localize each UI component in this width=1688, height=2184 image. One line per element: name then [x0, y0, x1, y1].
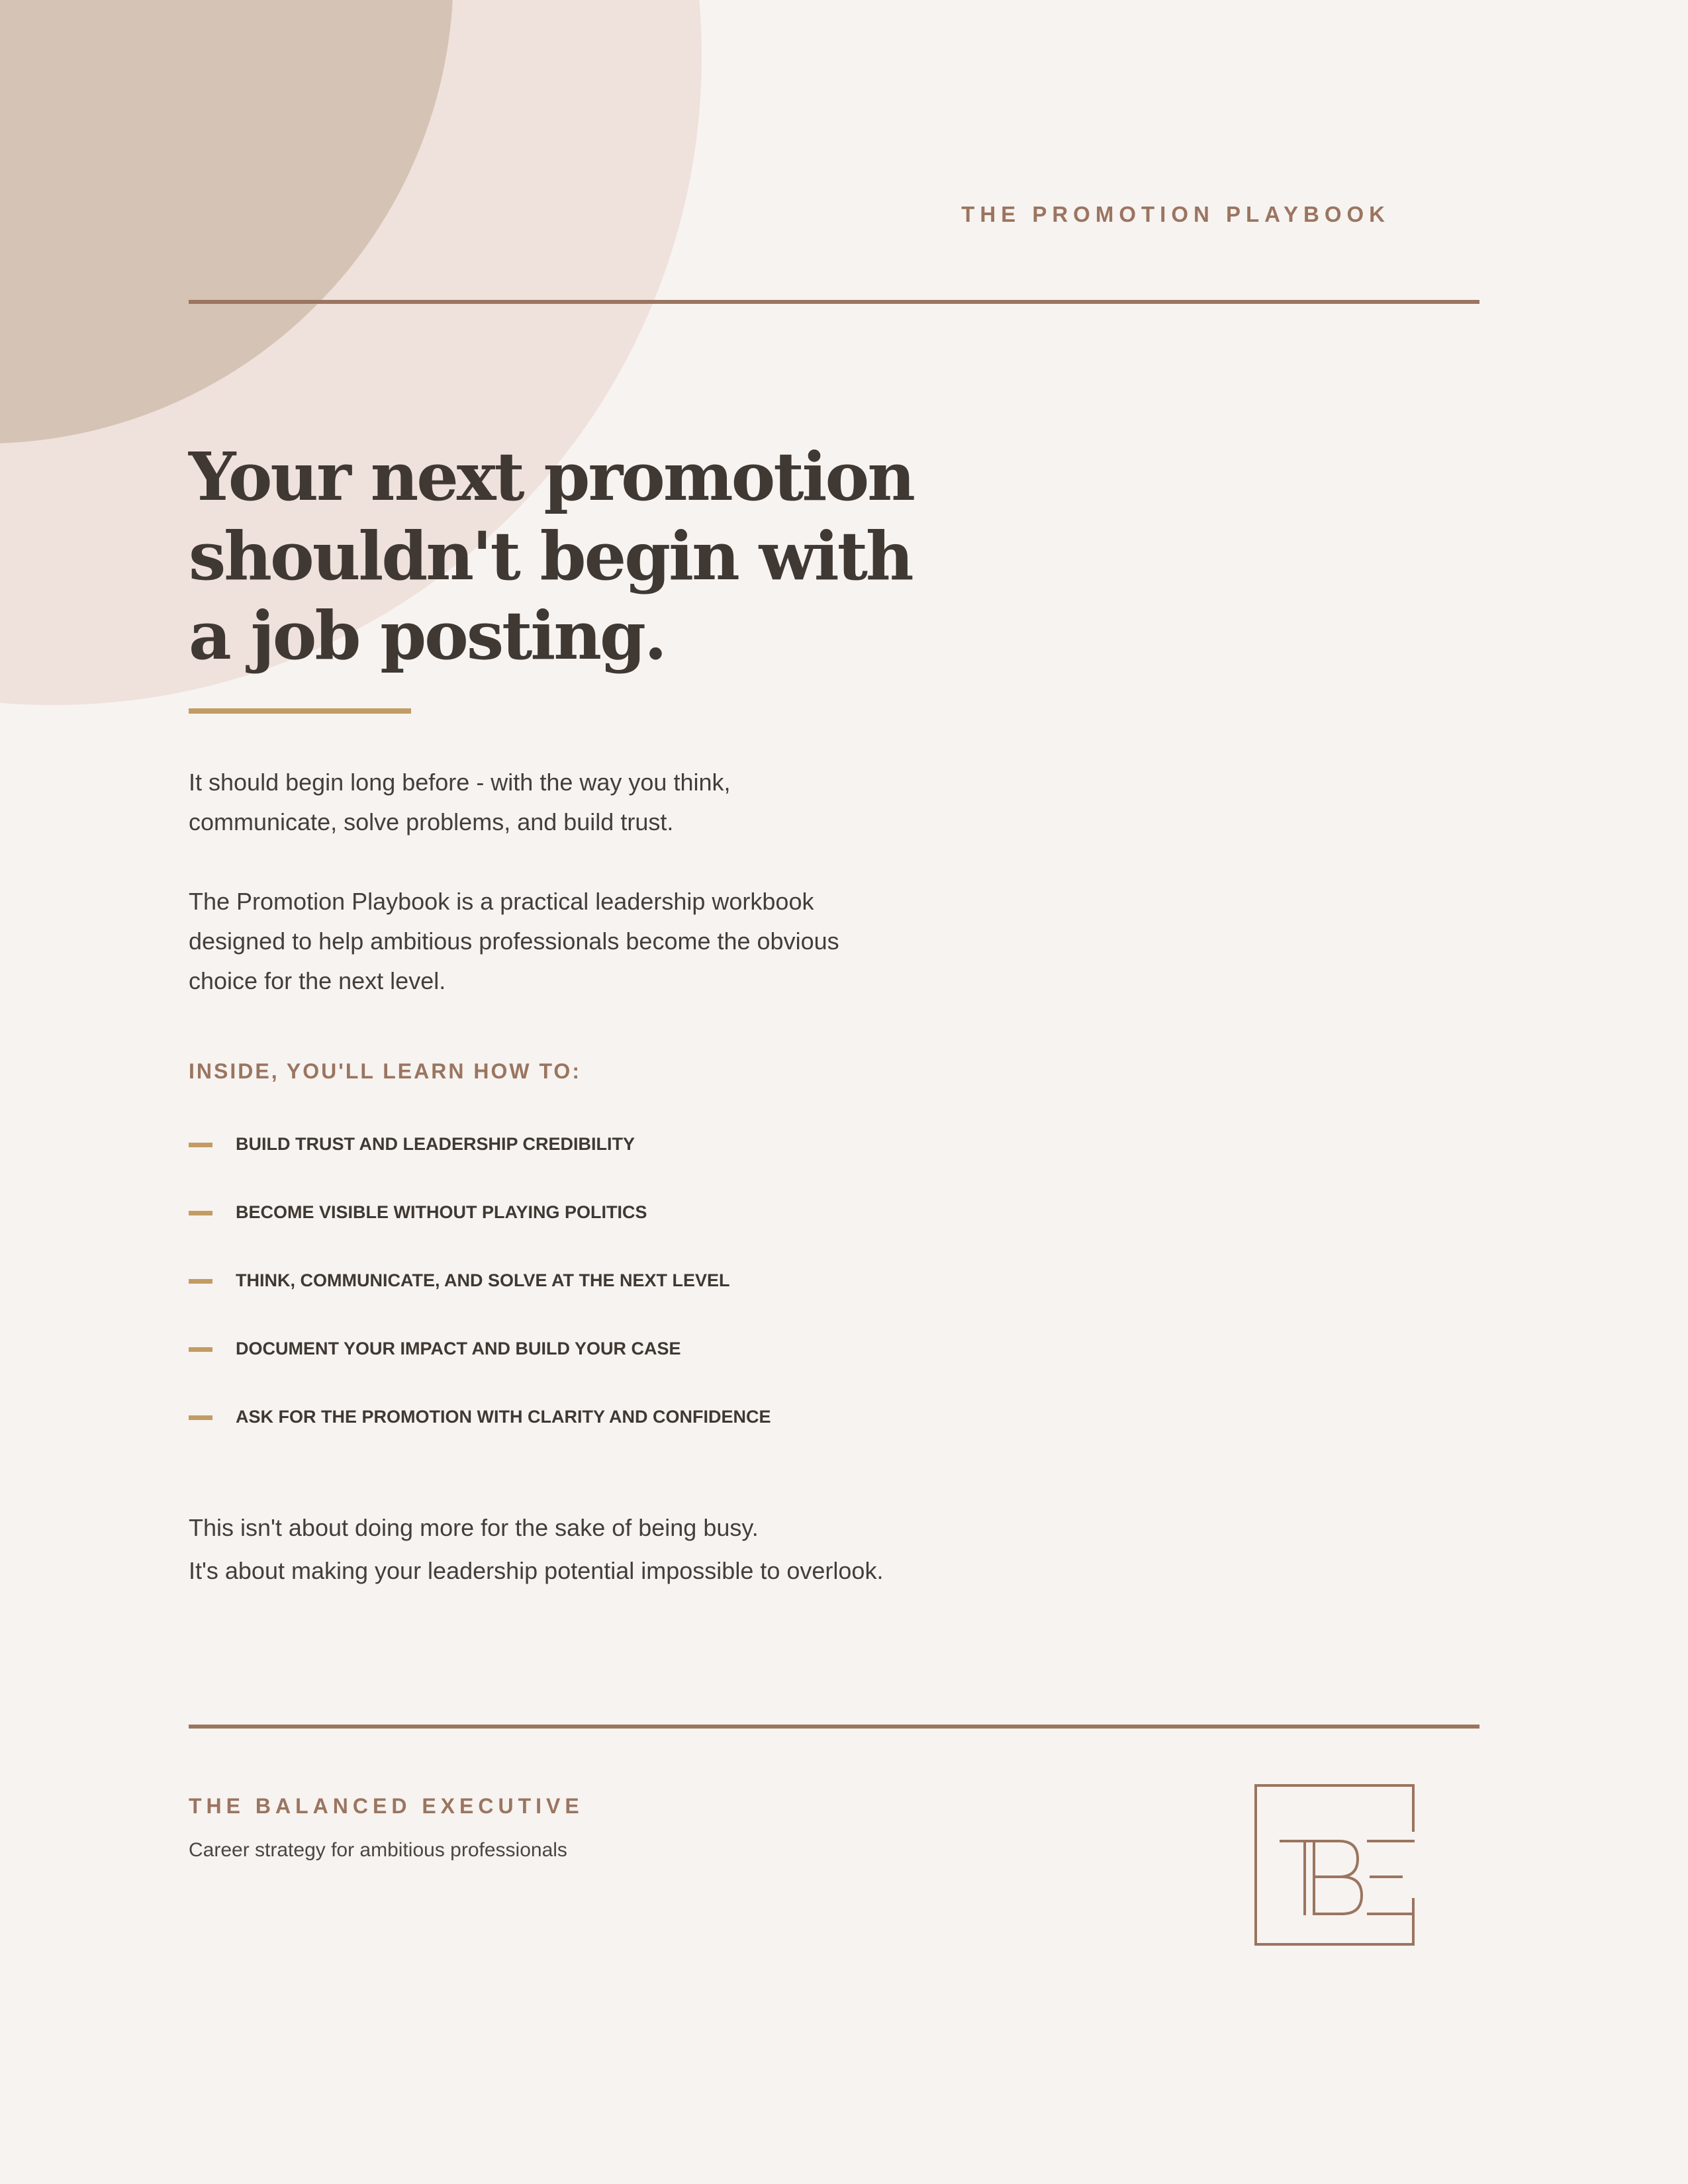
- footer-tagline: Career strategy for ambitious professionals: [189, 1839, 567, 1861]
- learn-section-title: INSIDE, YOU'LL LEARN HOW TO:: [189, 1059, 581, 1083]
- intro-paragraph-2: [189, 882, 839, 1001]
- bottom-divider: [189, 1725, 1479, 1729]
- list-item: [189, 1199, 771, 1267]
- list-item: [189, 1267, 771, 1335]
- dash-bullet-icon: [189, 1415, 212, 1420]
- closing-line: It's about making your leadership potential impossible to overlook.: [189, 1557, 884, 1584]
- footer-brand: THE BALANCED EXECUTIVE: [189, 1794, 584, 1818]
- headline: [189, 437, 983, 675]
- intro-line: The Promotion Playbook is a practical leadership workbook: [189, 888, 814, 915]
- list-item-text: THINK, COMMUNICATE, AND SOLVE AT THE NEXT LEVEL: [236, 1270, 730, 1290]
- list-item-text: ASK FOR THE PROMOTION WITH CLARITY AND CONFIDENCE: [236, 1407, 771, 1427]
- dash-bullet-icon: [189, 1279, 212, 1284]
- tbe-monogram-icon: [1254, 1784, 1416, 1946]
- intro-paragraph-1: [189, 763, 731, 842]
- list-item-text: BUILD TRUST AND LEADERSHIP CREDIBILITY: [236, 1134, 635, 1154]
- closing-line: This isn't about doing more for the sake of being busy.: [189, 1514, 759, 1541]
- list-item: [189, 1335, 771, 1403]
- top-divider: [189, 300, 1479, 304]
- headline-line: shouldn't begin with: [189, 517, 912, 595]
- intro-line: designed to help ambitious professionals become the obvious: [189, 927, 839, 955]
- headline-line: Your next promotion: [189, 438, 914, 516]
- list-item: [189, 1403, 771, 1472]
- dash-bullet-icon: [189, 1143, 212, 1147]
- intro-line: It should begin long before - with the way you think,: [189, 769, 731, 796]
- headline-underline: [189, 708, 411, 714]
- headline-line: a job posting.: [189, 596, 665, 675]
- header-brand: THE PROMOTION PLAYBOOK: [961, 202, 1390, 226]
- learn-list: [189, 1131, 771, 1472]
- closing-statement: [189, 1506, 883, 1592]
- dash-bullet-icon: [189, 1347, 212, 1352]
- dash-bullet-icon: [189, 1211, 212, 1215]
- list-item-text: DOCUMENT YOUR IMPACT AND BUILD YOUR CASE: [236, 1339, 681, 1358]
- list-item: [189, 1131, 771, 1199]
- intro-line: choice for the next level.: [189, 967, 446, 994]
- list-item-text: BECOME VISIBLE WITHOUT PLAYING POLITICS: [236, 1202, 647, 1222]
- intro-line: communicate, solve problems, and build trust.: [189, 808, 674, 835]
